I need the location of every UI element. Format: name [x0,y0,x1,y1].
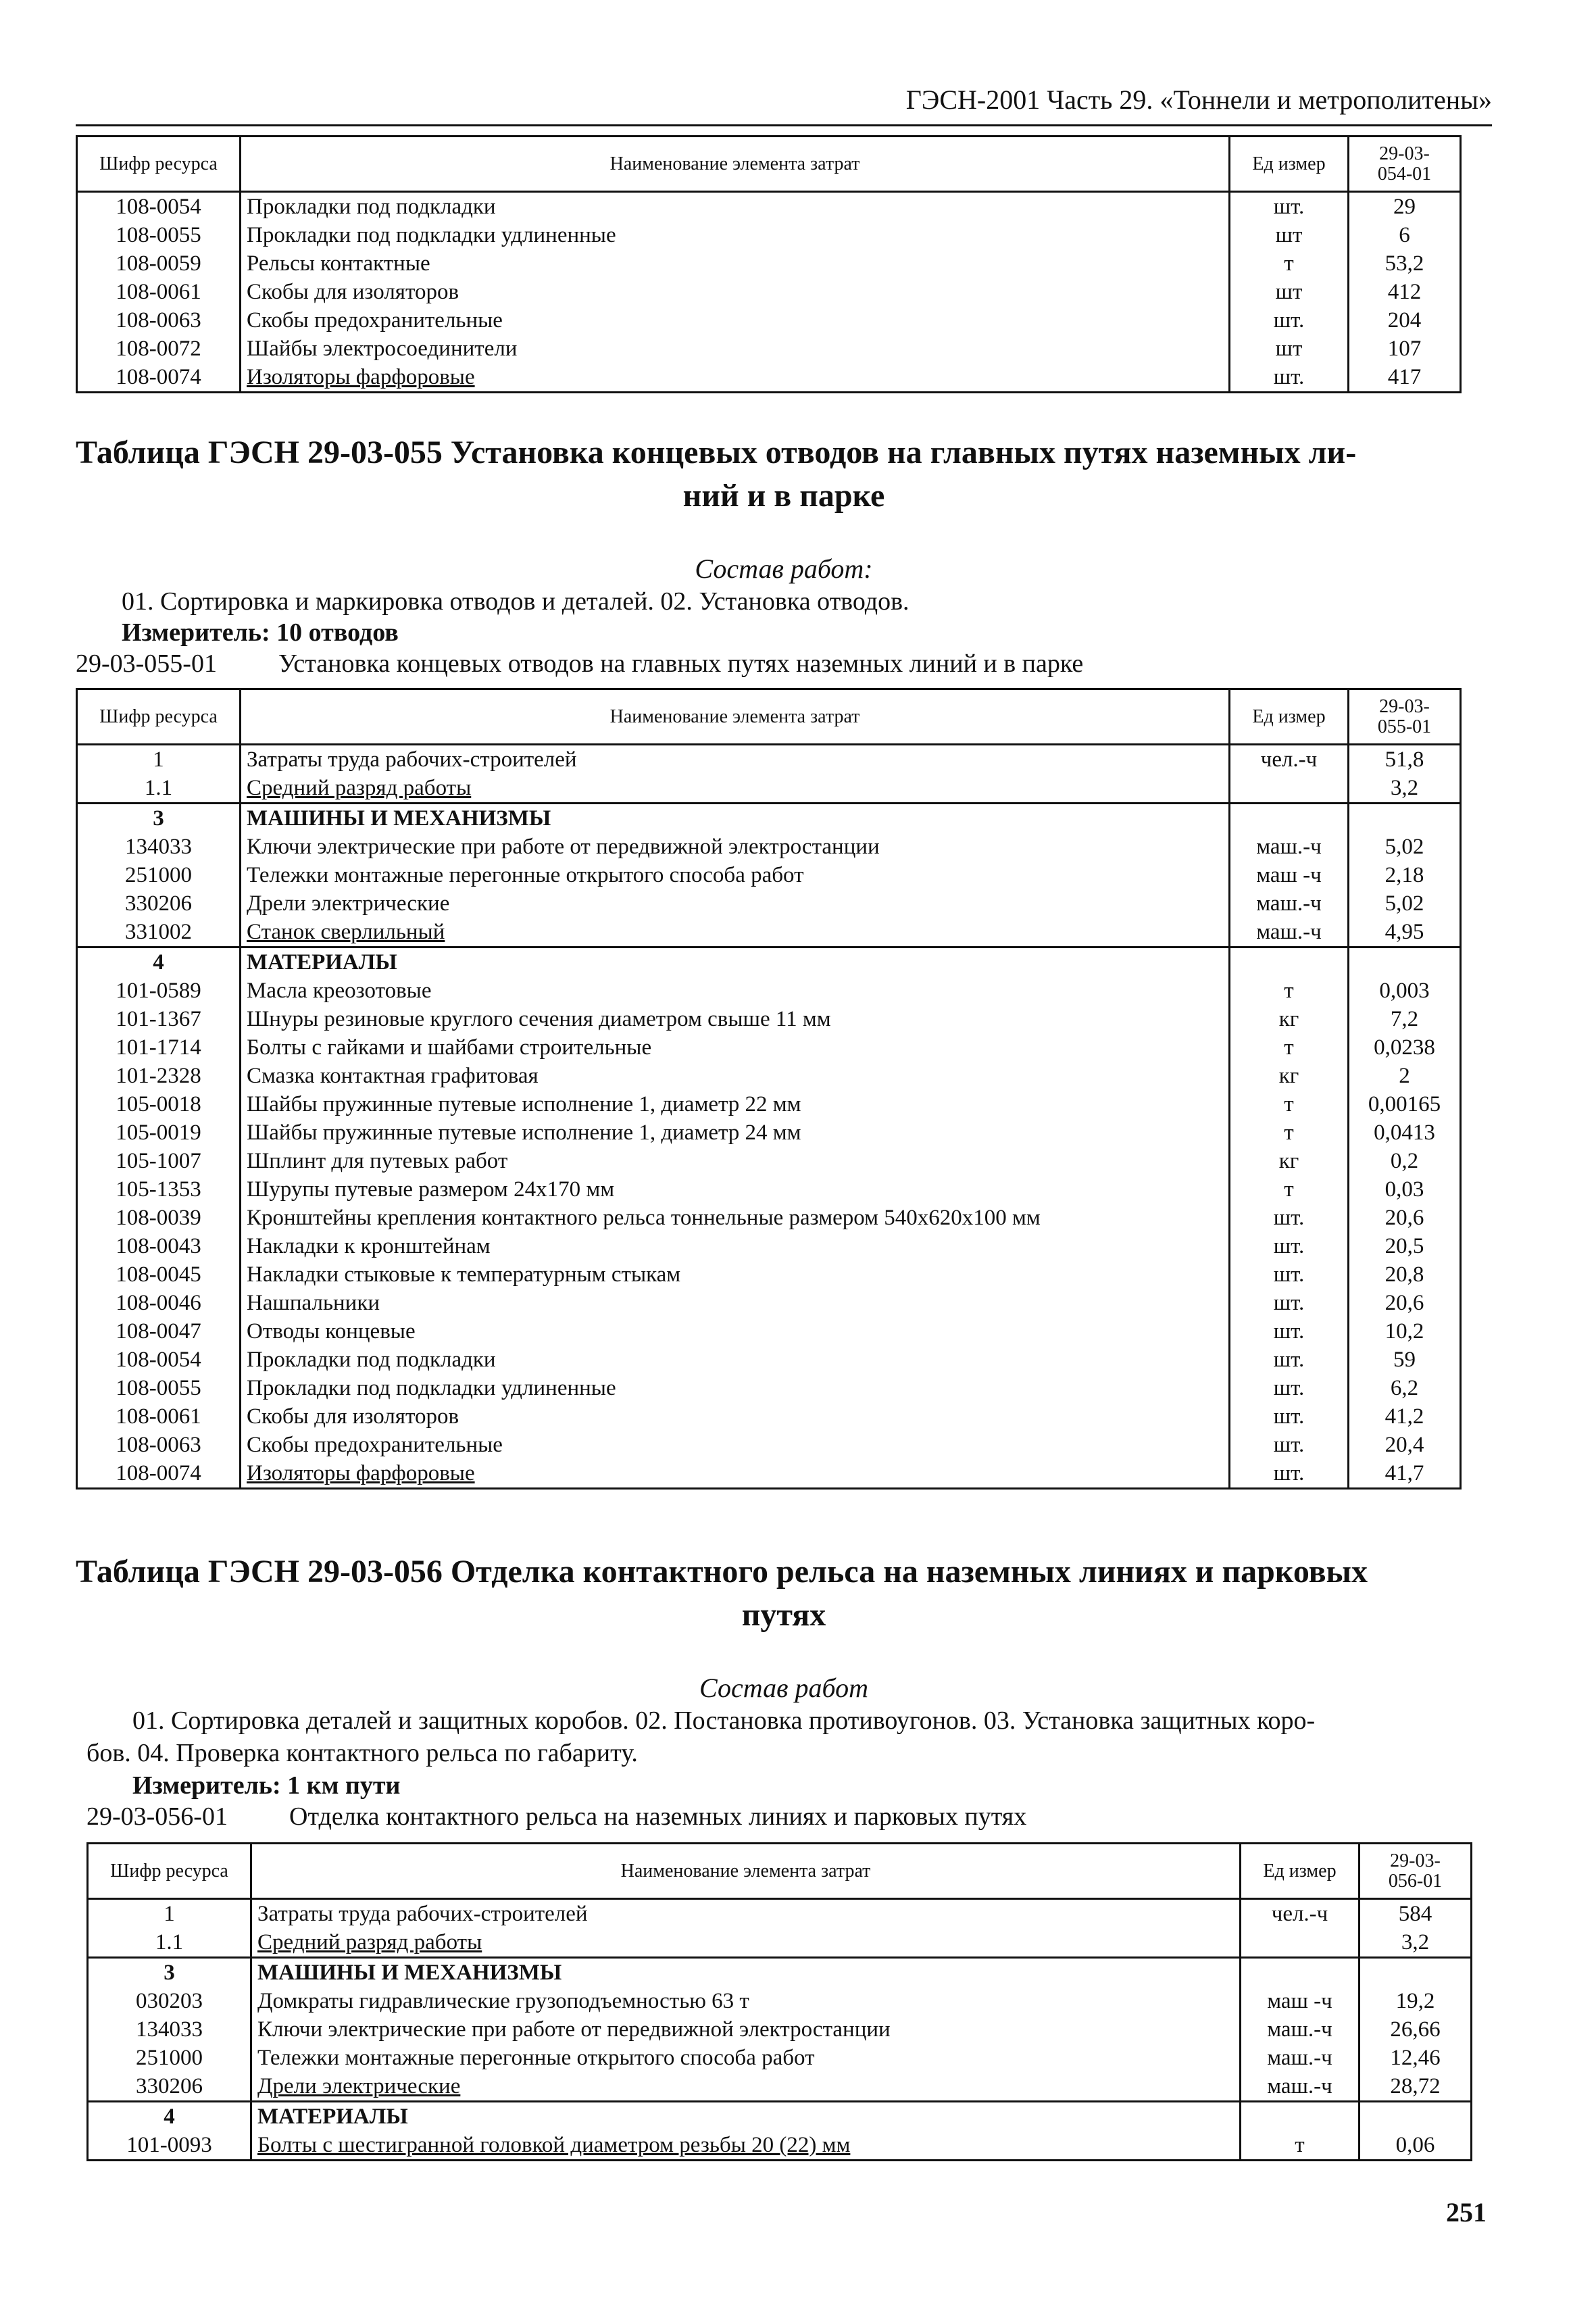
resource-unit [1241,1958,1360,1988]
resource-name [241,1459,1230,1489]
col-header-code: Шифр ресурса [88,1844,251,1899]
resource-name [241,1062,1230,1090]
resource-code: 331002 [77,918,241,947]
resource-code: 108-0043 [77,1232,241,1260]
resource-name-text: МАШИНЫ И МЕХАНИЗМЫ [257,1961,562,1985]
resource-value: 5,02 [1349,889,1461,918]
resource-name-text: МАШИНЫ И МЕХАНИЗМЫ [247,806,551,831]
table-row [77,1289,1461,1317]
resource-value: 3,2 [1349,774,1461,804]
resource-unit [1230,774,1349,804]
resource-value [1360,1958,1472,1988]
resource-name [251,2044,1241,2072]
resource-value: 417 [1349,363,1461,393]
resource-value: 10,2 [1349,1317,1461,1346]
resource-name-text: Шнуры резиновые круглого сечения диаметром свыше 11 мм [247,1007,831,1031]
resource-name [241,1147,1230,1175]
resource-table-054 [76,135,1462,393]
table-row [77,192,1461,222]
resource-name [241,1317,1230,1346]
table-row [88,2015,1472,2044]
table-title-056 [76,1550,1492,1637]
resource-value: 0,2 [1349,1147,1461,1175]
resource-unit [1230,804,1349,833]
resource-unit: шт. [1230,1346,1349,1374]
resource-name [241,335,1230,363]
table-body [77,745,1461,1489]
resource-code: 108-0046 [77,1289,241,1317]
resource-unit: кг [1230,1147,1349,1175]
table-row [88,2131,1472,2161]
table-row [77,249,1461,278]
resource-unit: т [1230,1033,1349,1062]
resource-name [241,1402,1230,1431]
resource-name [241,1346,1230,1374]
resource-code: 108-0045 [77,1260,241,1289]
resource-unit [1241,1928,1360,1958]
resource-unit: шт. [1230,1232,1349,1260]
resource-value: 204 [1349,306,1461,335]
resource-code: 134033 [88,2015,251,2044]
resource-name [251,2102,1241,2132]
resource-code: 108-0054 [77,192,241,222]
resource-value: 51,8 [1349,745,1461,774]
col-header-unit: Ед измер [1230,689,1349,745]
title-line-2: ний и в парке [682,478,885,514]
resource-name-text: Средний разряд работы [247,776,472,800]
resource-code: 108-0055 [77,1374,241,1402]
resource-code: 108-0054 [77,1346,241,1374]
resource-name [241,918,1230,947]
resource-name [241,977,1230,1005]
title-line-1: Таблица ГЭСН 29-03-056 Отделка контактного рельса на наземных линиях и парковых [76,1554,1368,1590]
resource-value [1349,947,1461,977]
resource-name [241,1204,1230,1232]
resource-name-text: Шайбы пружинные путевые исполнение 1, диаметр 24 мм [247,1121,801,1145]
resource-name [241,833,1230,861]
resource-name [251,2015,1241,2044]
col-header-unit: Ед измер [1230,137,1349,192]
measure-unit: Измеритель: 1 км пути [132,1771,401,1800]
table-row [77,1005,1461,1033]
resource-unit: шт [1230,278,1349,306]
resource-name-text: Рельсы контактные [247,251,430,276]
resource-value: 12,46 [1360,2044,1472,2072]
running-title: ГЭСН-2001 Часть 29. «Тоннели и метрополитены» [905,84,1492,115]
table-row [77,1260,1461,1289]
table-row [77,1118,1461,1147]
resource-name [251,2072,1241,2102]
table-row [77,833,1461,861]
resource-value: 0,06 [1360,2131,1472,2161]
resource-value: 4,95 [1349,918,1461,947]
table-row [77,1232,1461,1260]
resource-value: 53,2 [1349,249,1461,278]
table-row [77,363,1461,393]
resource-unit: шт. [1230,1459,1349,1489]
resource-value: 412 [1349,278,1461,306]
resource-code: 105-1007 [77,1147,241,1175]
resource-name-text: Прокладки под подкладки [247,1348,496,1372]
resource-value: 41,2 [1349,1402,1461,1431]
resource-name [241,861,1230,889]
resource-unit [1230,947,1349,977]
resource-unit: чел.-ч [1230,745,1349,774]
resource-unit: кг [1230,1005,1349,1033]
resource-name [251,1958,1241,1988]
col-header-name: Наименование элемента затрат [241,137,1230,192]
resource-unit: шт. [1230,363,1349,393]
table-row [77,889,1461,918]
norm-entry [76,647,1492,680]
resource-value: 20,8 [1349,1260,1461,1289]
resource-unit: т [1230,249,1349,278]
resource-name-text: Смазка контактная графитовая [247,1064,539,1088]
resource-name [241,804,1230,833]
work-composition-text: 01. Сортировка и маркировка отводов и деталей. 02. Установка отводов. [122,587,909,616]
resource-name [251,1899,1241,1929]
resource-code: 105-1353 [77,1175,241,1204]
resource-code: 108-0047 [77,1317,241,1346]
resource-code: 108-0055 [77,221,241,249]
resource-name-text: Затраты труда рабочих-строителей [257,1902,588,1926]
resource-code: 108-0063 [77,306,241,335]
table-row [77,1062,1461,1090]
resource-name-text: Масла креозотовые [247,979,432,1003]
resource-name-text: Дрели электрические [247,891,450,916]
resource-value: 584 [1360,1899,1472,1929]
table-row [77,221,1461,249]
running-header [76,81,1492,126]
resource-name-text: Скобы для изоляторов [247,280,459,304]
resource-value: 0,00165 [1349,1090,1461,1118]
resource-unit: маш.-ч [1241,2015,1360,2044]
resource-name-text: Болты с гайками и шайбами строительные [247,1035,652,1060]
resource-name-text: Шайбы пружинные путевые исполнение 1, диаметр 22 мм [247,1092,801,1116]
resource-name [241,1175,1230,1204]
resource-unit: шт. [1230,192,1349,222]
resource-name [241,1033,1230,1062]
resource-code: 3 [77,804,241,833]
resource-code: 3 [88,1958,251,1988]
resource-name [241,1005,1230,1033]
table-row [77,918,1461,947]
table-row [77,977,1461,1005]
resource-code: 105-0018 [77,1090,241,1118]
resource-unit: маш -ч [1241,1987,1360,2015]
resource-unit: шт. [1230,1431,1349,1459]
resource-name-text: Прокладки под подкладки удлиненные [247,223,616,247]
resource-code: 251000 [88,2044,251,2072]
resource-code: 4 [77,947,241,977]
resource-name-text: Кронштейны крепления контактного рельса тоннельные размером 540х620х100 мм [247,1206,1041,1230]
resource-code: 330206 [88,2072,251,2102]
resource-unit: маш -ч [1230,861,1349,889]
resource-name [241,1374,1230,1402]
resource-code: 108-0059 [77,249,241,278]
resource-unit: чел.-ч [1241,1899,1360,1929]
resource-name-text: Дрели электрические [257,2074,461,2098]
resource-code: 108-0061 [77,278,241,306]
col-header-name: Наименование элемента затрат [251,1844,1241,1899]
resource-value: 3,2 [1360,1928,1472,1958]
resource-name-text: Скобы предохранительные [247,1433,503,1457]
resource-unit: кг [1230,1062,1349,1090]
resource-unit: маш.-ч [1241,2044,1360,2072]
resource-code: 4 [88,2102,251,2132]
resource-name-text: МАТЕРИАЛЫ [247,950,397,975]
col-header-value: 29-03- 056-01 [1360,1844,1472,1899]
resource-value: 5,02 [1349,833,1461,861]
resource-code: 251000 [77,861,241,889]
resource-name-text: Накладки к кронштейнам [247,1234,491,1258]
table-row [77,804,1461,833]
resource-value: 59 [1349,1346,1461,1374]
resource-unit: шт. [1230,1374,1349,1402]
resource-name [241,889,1230,918]
resource-unit: шт. [1230,1289,1349,1317]
resource-value: 20,5 [1349,1232,1461,1260]
norm-name: Отделка контактного рельса на наземных линиях и парковых путях [289,1802,1027,1831]
resource-table-056 [86,1842,1472,2161]
work-composition-label: Состав работ [699,1673,868,1703]
resource-code: 108-0072 [77,335,241,363]
title-line-2: путях [741,1597,826,1633]
resource-name-text: Шплинт для путевых работ [247,1149,508,1173]
table-row [77,1147,1461,1175]
resource-value: 26,66 [1360,2015,1472,2044]
table-row [88,2072,1472,2102]
work-composition-text-1: 01. Сортировка деталей и защитных коробов. 02. Постановка противоугонов. 03. Установка защитных коро- [132,1706,1316,1735]
table-row [77,1090,1461,1118]
resource-value: 0,003 [1349,977,1461,1005]
resource-name-text: Отводы концевые [247,1319,416,1344]
table-row [77,278,1461,306]
table-row [77,1346,1461,1374]
resource-name [241,947,1230,977]
resource-name-text: Накладки стыковые к температурным стыкам [247,1262,681,1287]
resource-value: 2 [1349,1062,1461,1090]
resource-value: 41,7 [1349,1459,1461,1489]
norm-entry [86,1800,1503,1833]
resource-code: 1.1 [88,1928,251,1958]
resource-value: 6 [1349,221,1461,249]
resource-name [241,745,1230,774]
resource-unit: т [1241,2131,1360,2161]
resource-name-text: Изоляторы фарфоровые [247,1461,475,1485]
resource-unit: т [1230,977,1349,1005]
resource-unit: шт. [1230,306,1349,335]
resource-unit: шт. [1230,1402,1349,1431]
norm-code: 29-03-055-01 [76,649,217,678]
table-row [77,335,1461,363]
table-row [77,774,1461,804]
resource-name [241,1090,1230,1118]
resource-name [241,278,1230,306]
resource-value: 20,6 [1349,1204,1461,1232]
resource-code: 030203 [88,1987,251,2015]
table-row [77,861,1461,889]
resource-name [241,1289,1230,1317]
title-line-1: Таблица ГЭСН 29-03-055 Установка концевых отводов на главных путях наземных ли- [76,435,1357,470]
resource-name [241,774,1230,804]
resource-code: 108-0061 [77,1402,241,1431]
resource-name [241,192,1230,222]
resource-table-055 [76,688,1462,1490]
col-header-value: 29-03- 054-01 [1349,137,1461,192]
resource-unit: шт [1230,221,1349,249]
resource-name [241,221,1230,249]
resource-unit: маш.-ч [1230,918,1349,947]
table-row [77,1317,1461,1346]
col-header-code: Шифр ресурса [77,689,241,745]
resource-value: 29 [1349,192,1461,222]
resource-code: 108-0063 [77,1431,241,1459]
resource-name [241,249,1230,278]
resource-name [251,1987,1241,2015]
resource-unit: маш.-ч [1230,833,1349,861]
work-composition-text-2: бов. 04. Проверка контактного рельса по габариту. [86,1739,638,1767]
table-row [88,1899,1472,1929]
resource-unit: маш.-ч [1241,2072,1360,2102]
table-row [88,2102,1472,2132]
resource-value: 107 [1349,335,1461,363]
resource-value [1360,2102,1472,2132]
resource-value: 6,2 [1349,1374,1461,1402]
resource-name-text: Скобы предохранительные [247,308,503,333]
norm-name: Установка концевых отводов на главных путях наземных линий и в парке [278,649,1084,678]
resource-value: 2,18 [1349,861,1461,889]
resource-name-text: Прокладки под подкладки удлиненные [247,1376,616,1400]
resource-name [241,1431,1230,1459]
table-row [77,1402,1461,1431]
table-row [77,306,1461,335]
resource-unit: шт. [1230,1204,1349,1232]
resource-unit: т [1230,1090,1349,1118]
table-row [88,1987,1472,2015]
table-body [77,192,1461,393]
resource-name [251,1928,1241,1958]
resource-value: 0,0238 [1349,1033,1461,1062]
resource-name-text: Шурупы путевые размером 24х170 мм [247,1177,615,1202]
col-header-name: Наименование элемента затрат [241,689,1230,745]
resource-value: 28,72 [1360,2072,1472,2102]
resource-code: 101-2328 [77,1062,241,1090]
work-composition-label: Состав работ: [695,553,873,584]
resource-code: 108-0039 [77,1204,241,1232]
table-row [77,947,1461,977]
resource-code: 101-0589 [77,977,241,1005]
resource-value: 20,4 [1349,1431,1461,1459]
table-row [77,1374,1461,1402]
resource-value: 7,2 [1349,1005,1461,1033]
resource-name-text: Шайбы электросоединители [247,337,518,361]
resource-unit: шт. [1230,1260,1349,1289]
resource-name-text: МАТЕРИАЛЫ [257,2104,408,2129]
resource-name-text: Домкраты гидравлические грузоподъемностью 63 т [257,1989,749,2013]
table-row [77,745,1461,774]
resource-name-text: Скобы для изоляторов [247,1404,459,1429]
resource-value: 20,6 [1349,1289,1461,1317]
resource-code: 108-0074 [77,1459,241,1489]
measure-unit: Измеритель: 10 отводов [122,618,399,647]
resource-unit: шт. [1230,1317,1349,1346]
col-header-unit: Ед измер [1241,1844,1360,1899]
table-row [77,1204,1461,1232]
resource-code: 101-0093 [88,2131,251,2161]
norm-code: 29-03-056-01 [86,1802,228,1831]
table-title-055 [76,431,1492,518]
resource-name-text: Нашпальники [247,1291,380,1315]
resource-value: 0,0413 [1349,1118,1461,1147]
table-row [88,2044,1472,2072]
table-row [77,1431,1461,1459]
resource-name-text: Болты с шестигранной головкой диаметром резьбы 20 (22) мм [257,2133,851,2157]
resource-name-text: Изоляторы фарфоровые [247,365,475,389]
resource-name [241,1232,1230,1260]
resource-unit: т [1230,1118,1349,1147]
resource-name [241,1118,1230,1147]
resource-unit [1241,2102,1360,2132]
resource-name-text: Станок сверлильный [247,920,445,944]
resource-name-text: Средний разряд работы [257,1930,482,1954]
resource-name-text: Затраты труда рабочих-строителей [247,747,577,772]
resource-name [251,2131,1241,2161]
resource-name [241,306,1230,335]
resource-code: 134033 [77,833,241,861]
table-row [77,1033,1461,1062]
table-body [88,1899,1472,2161]
resource-name-text: Ключи электрические при работе от передвижной электростанции [247,835,880,859]
resource-name-text: Тележки монтажные перегонные открытого способа работ [257,2046,815,2070]
resource-value: 19,2 [1360,1987,1472,2015]
resource-code: 108-0074 [77,363,241,393]
resource-unit: маш.-ч [1230,889,1349,918]
resource-value [1349,804,1461,833]
resource-value: 0,03 [1349,1175,1461,1204]
resource-unit: т [1230,1175,1349,1204]
col-header-code: Шифр ресурса [77,137,241,192]
page-number: 251 [1446,2197,1487,2227]
resource-name [241,363,1230,393]
resource-name-text: Тележки монтажные перегонные открытого способа работ [247,863,804,887]
resource-name-text: Прокладки под подкладки [247,195,496,219]
table-row [77,1175,1461,1204]
resource-code: 101-1714 [77,1033,241,1062]
resource-code: 1 [88,1899,251,1929]
resource-code: 1 [77,745,241,774]
resource-code: 330206 [77,889,241,918]
resource-code: 1.1 [77,774,241,804]
table-row [88,1958,1472,1988]
resource-code: 105-0019 [77,1118,241,1147]
table-row [77,1459,1461,1489]
resource-name [241,1260,1230,1289]
resource-code: 101-1367 [77,1005,241,1033]
table-row [88,1928,1472,1958]
resource-unit: шт [1230,335,1349,363]
resource-name-text: Ключи электрические при работе от передвижной электростанции [257,2017,891,2042]
col-header-value: 29-03- 055-01 [1349,689,1461,745]
